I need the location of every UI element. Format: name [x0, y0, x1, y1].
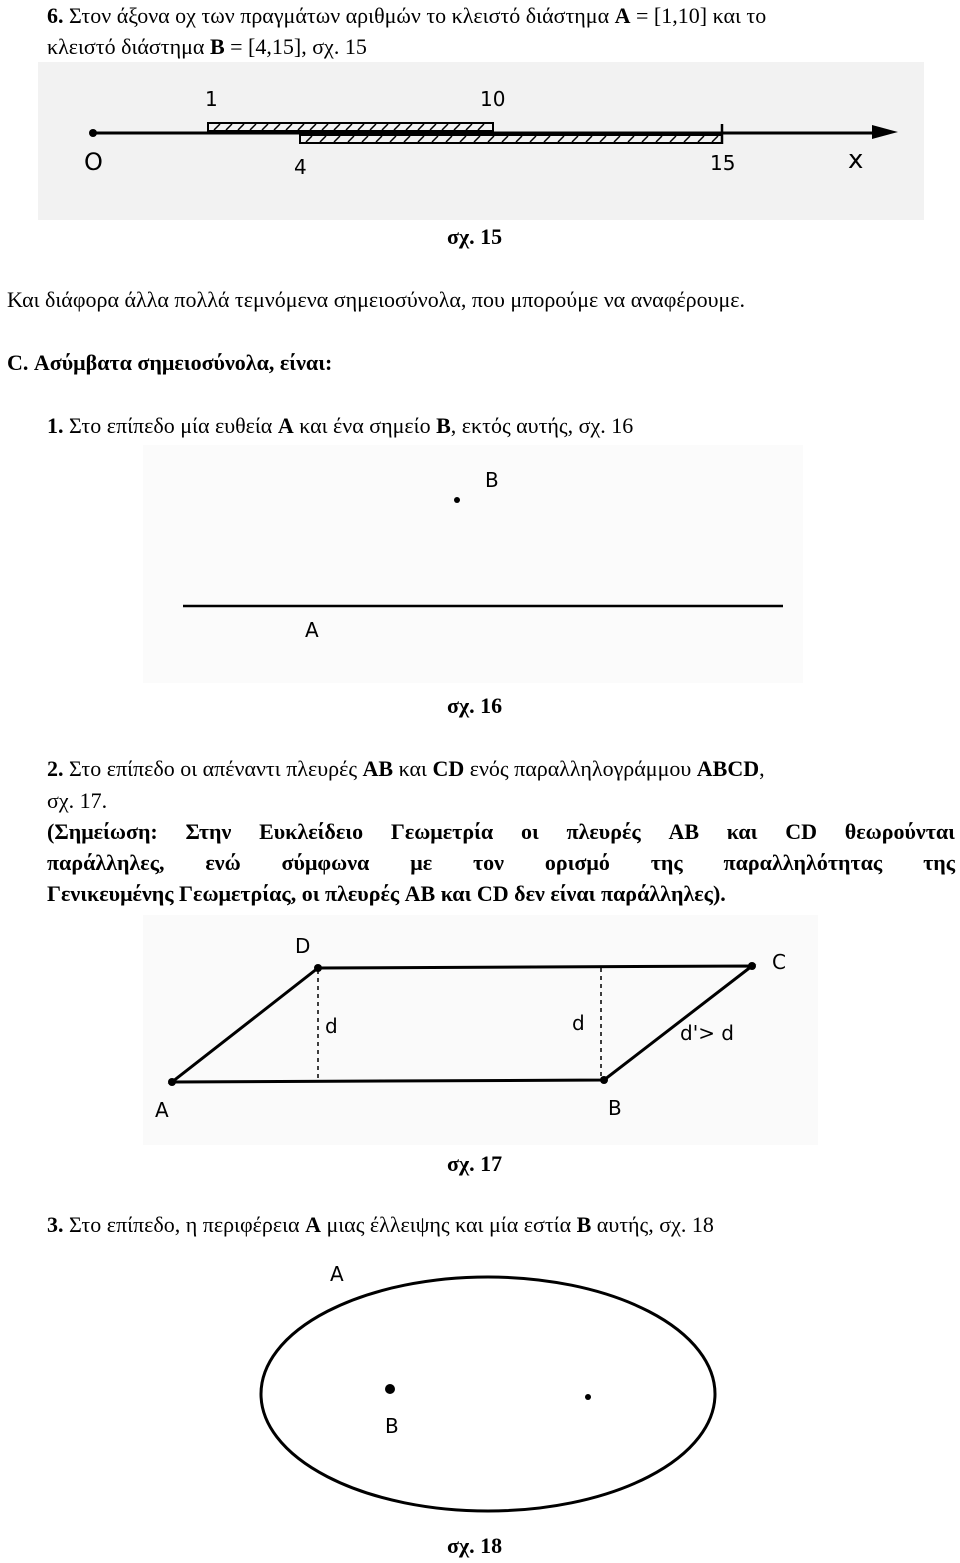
- text: και: [393, 756, 433, 781]
- label-height-2: d: [572, 1011, 585, 1035]
- side-cd: CD: [432, 756, 465, 781]
- text: = [4,15], σχ. 15: [224, 34, 367, 59]
- item-number: 6.: [47, 3, 64, 28]
- label-d: D: [295, 934, 311, 958]
- figure-16-caption: σχ. 16: [447, 693, 503, 718]
- label-line-a: A: [305, 618, 319, 642]
- item-number: 1.: [47, 413, 64, 438]
- label-10: 10: [480, 87, 506, 111]
- line-a: Α: [277, 413, 294, 438]
- set-b: Β: [209, 34, 225, 59]
- label-point-b: B: [485, 468, 499, 492]
- focus-b: Β: [576, 1212, 592, 1237]
- figure-15-background: [38, 62, 924, 220]
- text: και ένα σημείο: [293, 413, 437, 438]
- text: ενός παραλληλογράμμου: [464, 756, 697, 781]
- label-a: A: [155, 1098, 169, 1122]
- figure-17-caption: σχ. 17: [447, 1151, 503, 1176]
- label-15: 15: [710, 151, 736, 175]
- section-c-heading: C. Ασύμβατα σημειοσύνολα, είναι:: [7, 350, 333, 375]
- text: Στο επίπεδο μία ευθεία: [63, 413, 278, 438]
- figure-15: [0, 62, 960, 232]
- paragraph-misc: Και διάφορα άλλα πολλά τεμνόμενα σημειοσύνολα, που μπορούμε να αναφέρουμε.: [7, 287, 746, 312]
- text: Στον άξονα οχ των πραγμάτων αριθμών το κλειστό διάστημα: [63, 3, 615, 28]
- label-height-1: d: [325, 1014, 338, 1038]
- item-1: [47, 410, 633, 441]
- text: Στο επίπεδο οι απέναντι πλευρές: [63, 756, 363, 781]
- text: Στο επίπεδο, η περιφέρεια: [63, 1212, 306, 1237]
- text: κλειστό διάστημα: [47, 34, 210, 59]
- figure-18-caption: σχ. 18: [447, 1533, 503, 1558]
- focus-b-dot: [385, 1384, 395, 1394]
- ellipse-a: Α: [305, 1212, 321, 1237]
- item-6-line-1: [47, 0, 766, 31]
- set-a: Α: [614, 3, 631, 28]
- item-3: [47, 1209, 714, 1240]
- label-b: B: [608, 1096, 622, 1120]
- item-number: 2.: [47, 756, 64, 781]
- vertex-a: [168, 1078, 176, 1086]
- second-focus-dot: [585, 1394, 591, 1400]
- figure-17: [0, 915, 960, 1150]
- item-6-line-2: [47, 31, 367, 62]
- text: , εκτός αυτής, σχ. 16: [450, 413, 634, 438]
- label-ellipse-a: A: [330, 1262, 344, 1286]
- label-focus-b: B: [385, 1414, 399, 1438]
- figure-15-caption: σχ. 15: [447, 224, 503, 249]
- point-b: Β: [436, 413, 451, 438]
- point-b-dot: [454, 497, 460, 503]
- label-axis-x: x: [848, 145, 864, 175]
- item-2: [47, 753, 765, 784]
- item-2-line-2: σχ. 17.: [47, 788, 108, 813]
- label-4: 4: [294, 155, 307, 179]
- origin-point: [89, 129, 97, 137]
- note-line-1: (Σημείωση: Στην Ευκλείδειο Γεωμετρία οι πλευρές AB και CD θεωρούνται: [47, 819, 955, 844]
- item-number: 3.: [47, 1212, 64, 1237]
- vertex-c: [748, 962, 756, 970]
- text: ,: [759, 756, 765, 781]
- side-ab: AB: [362, 756, 394, 781]
- label-origin: O: [84, 148, 103, 176]
- parallelogram-abcd: ABCD: [696, 756, 760, 781]
- text: μιας έλλειψης και μία εστία: [320, 1212, 577, 1237]
- label-c: C: [772, 950, 786, 974]
- text: = [1,10] και το: [630, 3, 767, 28]
- figure-16: [0, 445, 960, 685]
- vertex-b: [600, 1076, 608, 1084]
- text: αυτής, σχ. 18: [591, 1212, 714, 1237]
- vertex-d: [314, 964, 322, 972]
- label-1: 1: [205, 87, 218, 111]
- note-line-2: παράλληλες, ενώ σύμφωνα με τον ορισμό της παραλληλότητας της: [47, 850, 955, 875]
- note-line-3: Γενικευμένης Γεωμετρίας, οι πλευρές AB και CD δεν είναι παράλληλες).: [47, 881, 726, 906]
- figure-18: [0, 1255, 960, 1525]
- figure-16-background: [143, 445, 803, 683]
- ellipse: [261, 1277, 715, 1511]
- label-height-3: d'> d: [680, 1021, 735, 1045]
